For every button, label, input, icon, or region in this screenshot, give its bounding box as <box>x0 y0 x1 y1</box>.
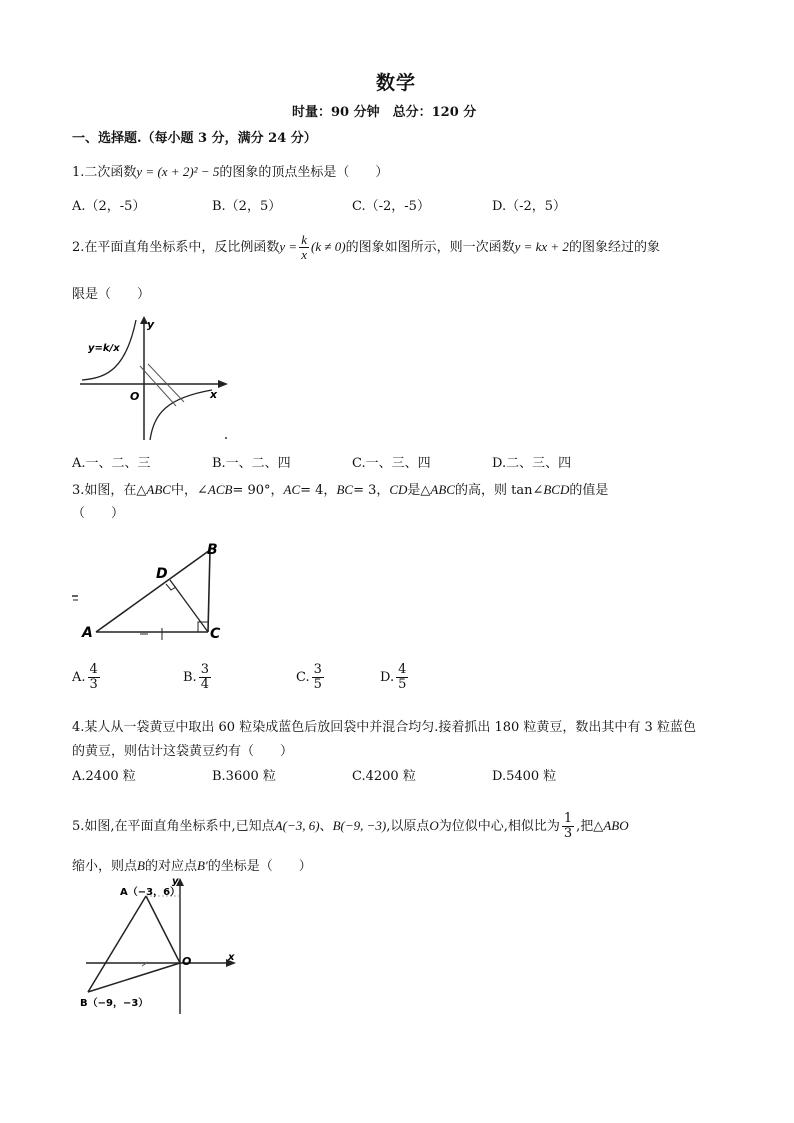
q5-label-a: A（−3，6） <box>120 887 181 898</box>
q1-option-c: C.（-2，-5） <box>352 199 430 214</box>
q2-option-a: A.一、二、三 <box>72 456 151 471</box>
q3-option-d-letter: D. <box>380 670 395 685</box>
q5-label-b: B（−9，−3） <box>80 998 149 1009</box>
q2-hyperbola-branch-4 <box>150 390 212 440</box>
q3-text-b: 中，∠ <box>170 483 208 498</box>
question-1 <box>72 163 388 182</box>
q3-text-a: 3.如图，在△ <box>72 483 147 498</box>
q3-option-d-num: 4 <box>398 662 407 677</box>
q3-option-b-letter: B. <box>183 670 197 685</box>
q3-option-c-num: 3 <box>313 662 322 677</box>
q5-suffix: ,把△ <box>576 819 604 834</box>
q5-middle2: 为位似中心,相似比为 <box>438 819 560 834</box>
q2-frac-num: k <box>301 232 307 247</box>
q3-side-bc <box>208 550 210 632</box>
q5-frac-den: 3 <box>563 826 573 841</box>
q5-fraction <box>562 812 574 841</box>
q3-abc-2: ABC <box>430 482 455 497</box>
q3-text-h: 的值是 <box>569 483 609 498</box>
q5-figure <box>76 874 246 1016</box>
q1-suffix: 的图象的顶点坐标是（ ） <box>219 165 389 180</box>
q4-line2: 的黄豆，则估计这袋黄豆约有（ ） <box>72 744 294 759</box>
q3-figure <box>70 538 240 648</box>
q2-aux-line-2 <box>148 364 184 402</box>
q2-option-d: D.二、三、四 <box>492 456 572 471</box>
q3-cd: CD <box>389 482 408 497</box>
q5-point-b: B(−9, −3) <box>332 818 387 833</box>
q3-option-d-frac <box>396 663 408 692</box>
q3-option-a-letter: A. <box>72 670 86 685</box>
question-3 <box>72 481 608 500</box>
q3-option-a-frac <box>88 663 100 692</box>
q3-side-ab <box>96 550 210 632</box>
q1-formula: y = (x + 2)² − 5 <box>136 164 220 179</box>
q1-option-b: B.（2，5） <box>212 199 282 214</box>
q3-option-c-den: 5 <box>313 677 322 692</box>
q3-bc: BC <box>336 482 354 497</box>
q2-aux-line-1 <box>140 366 176 406</box>
q5-frac-num: 1 <box>563 811 573 826</box>
q2-x-arrow <box>218 380 228 388</box>
q4-option-c: C.4200 粒 <box>352 769 416 784</box>
q2-middle: 的图象如图所示，则一次函数 <box>345 240 515 255</box>
q3-line2: （ ） <box>72 506 125 521</box>
q3-text-e: = 3， <box>353 483 390 498</box>
q5-line2-c: 的坐标是（ ） <box>207 859 312 874</box>
q3-option-c <box>296 663 326 692</box>
q4-option-a: A.2400 粒 <box>72 769 136 784</box>
q2-curve-label: y=k/x <box>88 343 120 354</box>
q1-prefix: 1.二次函数 <box>72 165 137 180</box>
q5-x-label: x <box>228 952 235 963</box>
q3-option-c-frac <box>312 663 324 692</box>
q3-option-b-num: 3 <box>200 662 209 677</box>
exam-meta: 时量：90 分钟 总分：120 分 <box>292 105 477 120</box>
q5-line2-b: 的对应点 <box>144 859 197 874</box>
q3-text-g: 的高，则 tan∠ <box>454 483 544 498</box>
q5-sep: 、 <box>319 819 333 834</box>
q5-middle: ,以原点 <box>386 819 430 834</box>
q3-ac: AC <box>283 482 301 497</box>
q5-prefix: 5.如图,在平面直角坐标系中,已知点 <box>72 819 275 834</box>
q3-option-a-den: 3 <box>89 677 98 692</box>
q3-option-a <box>72 663 102 692</box>
q2-fraction <box>299 233 309 262</box>
q2-formula-lhs: y = <box>279 239 298 254</box>
q1-option-a: A.（2，-5） <box>72 199 146 214</box>
q2-prefix: 2.在平面直角坐标系中，反比例函数 <box>72 240 280 255</box>
q1-option-d: D.（-2，5） <box>492 199 567 214</box>
q4-line1: 4.某人从一袋黄豆中取出 60 粒染成蓝色后放回袋中并混合均匀.接着抓出 180 粒黄豆，数出其中有 3 粒蓝色 <box>72 720 696 735</box>
q3-option-b <box>183 663 213 692</box>
q3-option-d-den: 5 <box>398 677 407 692</box>
q3-label-b: B <box>207 542 218 558</box>
q5-origin-label: O <box>182 955 192 968</box>
q2-condition: (k ≠ 0) <box>310 239 346 254</box>
question-5 <box>72 812 629 841</box>
q2-origin-label: O <box>130 390 140 403</box>
q2-stray-dot <box>225 437 227 439</box>
q2-figure <box>78 314 238 446</box>
q5-point-a: A(−3, 6) <box>274 818 320 833</box>
q3-option-b-den: 4 <box>200 677 209 692</box>
q3-label-a: A <box>82 625 93 641</box>
page-title: 数学 <box>376 72 417 94</box>
q3-option-a-num: 4 <box>89 662 98 677</box>
q5-abo: ABO <box>603 818 629 833</box>
q2-x-label: x <box>210 388 218 401</box>
q3-altitude-cd <box>170 580 208 632</box>
q5-bprime: B′ <box>196 858 208 873</box>
q4-option-b: B.3600 粒 <box>212 769 276 784</box>
q3-text-c: = 90°， <box>232 483 284 498</box>
q5-line2-a: 缩小，则点 <box>72 859 138 874</box>
q3-label-c: C <box>210 626 221 642</box>
q4-option-d: D.5400 粒 <box>492 769 557 784</box>
section-heading: 一、选择题.（每小题 3 分，满分 24 分） <box>72 131 317 146</box>
q3-option-b-frac <box>199 663 211 692</box>
q3-option-d <box>380 663 410 692</box>
q5-y-label: y <box>172 876 179 887</box>
q5-o: O <box>429 818 439 833</box>
q3-bcd: BCD <box>543 482 570 497</box>
q3-abc: ABC <box>146 482 171 497</box>
q5-side-ao <box>146 896 180 963</box>
q2-formula2: y = kx + 2 <box>514 239 569 254</box>
q5-side-bo <box>88 963 180 992</box>
q2-frac-den: x <box>301 247 307 262</box>
q3-label-d: D <box>156 566 168 582</box>
q3-text-f: 是△ <box>407 483 431 498</box>
q2-option-b: B.一、二、四 <box>212 456 291 471</box>
q3-text-d: = 4， <box>300 483 337 498</box>
q3-acb: ACB <box>207 482 233 497</box>
question-2 <box>72 233 660 262</box>
q2-suffix: 的图象经过的象 <box>568 240 660 255</box>
q2-line2: 限是（ ） <box>72 287 151 302</box>
q2-option-c: C.一、三、四 <box>352 456 431 471</box>
q2-y-label: y <box>147 318 155 331</box>
q5-b: B <box>137 858 145 873</box>
q3-option-c-letter: C. <box>296 670 310 685</box>
q5-side-ab <box>88 896 146 992</box>
